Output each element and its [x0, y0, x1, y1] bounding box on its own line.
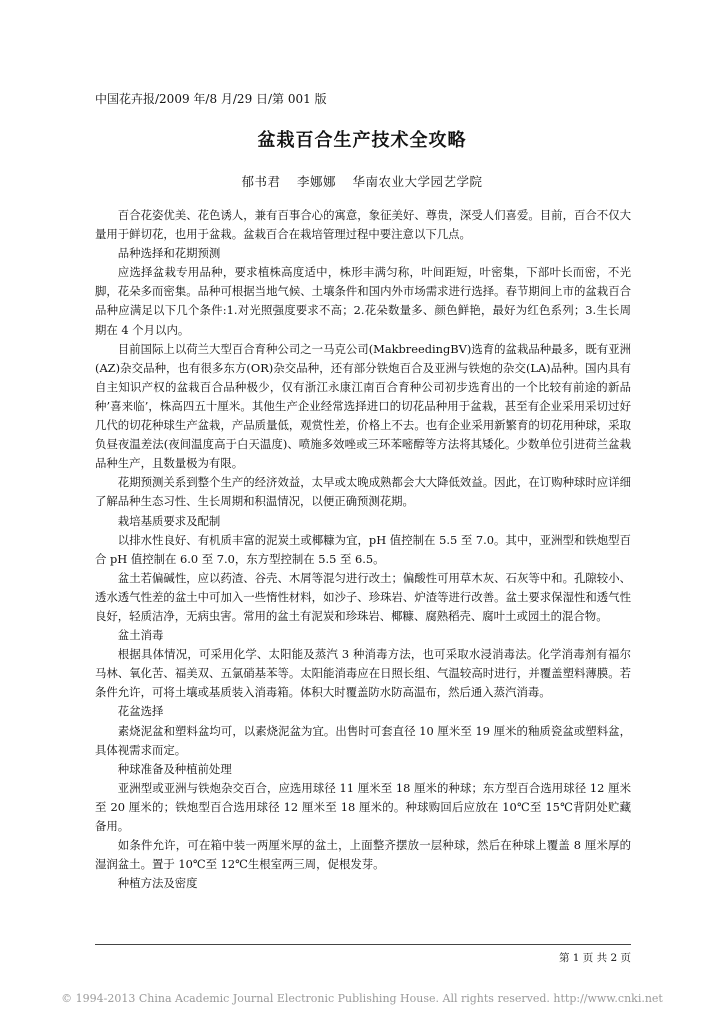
section-heading: 栽培基质要求及配制: [117, 513, 221, 528]
paragraph: 素烧泥盆和塑料盆均可，以素烧泥盆为宜。出售时可套直径 10 厘米至 19 厘米的釉质瓷盆或塑料盆，具体视需求而定。: [95, 723, 631, 757]
paragraph: 应选择盆栽专用品种，要求植株高度适中，株形丰满匀称，叶间距短，叶密集，下部叶长而密，不光脚，花朵多而密集。品种可根据当地气候、土壤条件和国内外市场需求进行选择。春节期间上市的盆栽百合品种应满足以下几个条件:1.对光照强度要求不高；2.花朵数量多、颜色鲜艳，最好为红色系列；3.生长周期在 4 个月以内。: [95, 265, 631, 337]
section-heading: 种球准备及种植前处理: [117, 761, 232, 776]
section-heading: 品种选择和花期预测: [117, 246, 221, 261]
section-heading: 种植方法及密度: [117, 876, 198, 891]
paragraph: 以排水性良好、有机质丰富的泥炭土或椰糠为宜，pH 值控制在 5.5 至 7.0。其中，亚洲型和铁炮型百合 pH 值控制在 6.0 至 7.0，东方型控制在 5.5 至 6.5。: [95, 532, 631, 566]
author-line: [0, 172, 724, 190]
copyright-watermark: © 1994-2013 China Academic Journal Electronic Publishing House. All rights reserved. http://www.cnki.net: [61, 992, 663, 1005]
author-affiliation: 华南农业大学园艺学院: [352, 174, 483, 189]
article-title: 盆栽百合生产技术全攻略: [257, 130, 467, 151]
section-heading: 盆土消毒: [117, 628, 164, 643]
paragraph: 百合花姿优美、花色诱人，兼有百事合心的寓意，象征美好、尊贵，深受人们喜爱。目前，百合不仅大量用于鲜切花，也用于盆栽。盆栽百合在栽培管理过程中要注意以下几点。: [95, 208, 631, 242]
paragraph: 盆土若偏碱性，应以药渣、谷壳、木屑等混匀进行改土；偏酸性可用草木灰、石灰等中和。孔隙较小、透水透气性差的盆土中可加入一些惰性材料，如沙子、珍珠岩、炉渣等进行改善。盆土要求保湿性和透气性良好，轻质洁净，无病虫害。常用的盆土有泥炭和珍珠岩、椰糠、腐熟稻壳、腐叶土或园土的混合物。: [95, 570, 631, 623]
author-name: 郁书君: [241, 174, 281, 189]
author-name: 李娜娜: [296, 174, 336, 189]
article-body: [95, 206, 631, 893]
paragraph: 如条件允许，可在箱中装一两厘米厚的盆土，上面整齐摆放一层种球，然后在种球上覆盖 8 厘米厚的湿润盆土。置于 10℃至 12℃生根室两三周，促根发芽。: [95, 838, 631, 872]
paragraph: 目前国际上以荷兰大型百合育种公司之一马克公司(MakbreedingBV)选育的盆栽品种最多，既有亚洲(AZ)杂交品种，也有很多东方(OR)杂交品种，还有部分铁炮百合及亚洲与铁炮的杂交(LA)品种。国内具有自主知识产权的盆栽百合品种极少，仅有浙江永康江南百合育种公司初步选育出的一个比较有前途的新品种’喜来临’，株高四五十厘米。其他生产企业经常选择进口的切花品种用于盆栽，甚至有企业采用采切过好几代的切花种球生产盆栽，产品质量低，观赏性差，价格上不去。也有企业采用新繁育的切花用种球，采取负昼夜温差法(夜间温度高于白天温度)、喷施多效唑或三环苯嘧醇等方法将其矮化。少数单位引进荷兰盆栽品种生产，且数量极为有限。: [95, 341, 631, 471]
source-line: 中国花卉报/2009 年/8 月/29 日/第 001 版: [95, 92, 327, 106]
page-number: 第 1 页 共 2 页: [558, 952, 631, 964]
section-heading: 花盆选择: [117, 704, 164, 719]
paragraph: 花期预测关系到整个生产的经济效益，太早或太晚成熟都会大大降低效益。因此，在订购种球时应详细了解品种生态习性、生长周期和积温情况，以便正确预测花期。: [95, 475, 631, 509]
paragraph: 亚洲型或亚洲与铁炮杂交百合，应选用球径 11 厘米至 18 厘米的种球；东方型百合选用球径 12 厘米至 20 厘米的；铁炮型百合选用球径 12 厘米至 18 厘米的。种球购回后应放在 10℃至 15℃背阴处贮藏备用。: [95, 780, 631, 833]
paragraph: 根据具体情况，可采用化学、太阳能及蒸汽 3 种消毒方法，也可采取水浸消毒法。化学消毒剂有福尔马林、氧化苦、福美双、五氯硝基苯等。太阳能消毒应在日照长组、气温较高时进行，并覆盖塑料薄膜。若条件允许，可将土壤或基质装入消毒箱。体积大时覆盖防水防高温布，然后通入蒸汽消毒。: [95, 647, 631, 700]
footer-divider: [95, 944, 631, 945]
